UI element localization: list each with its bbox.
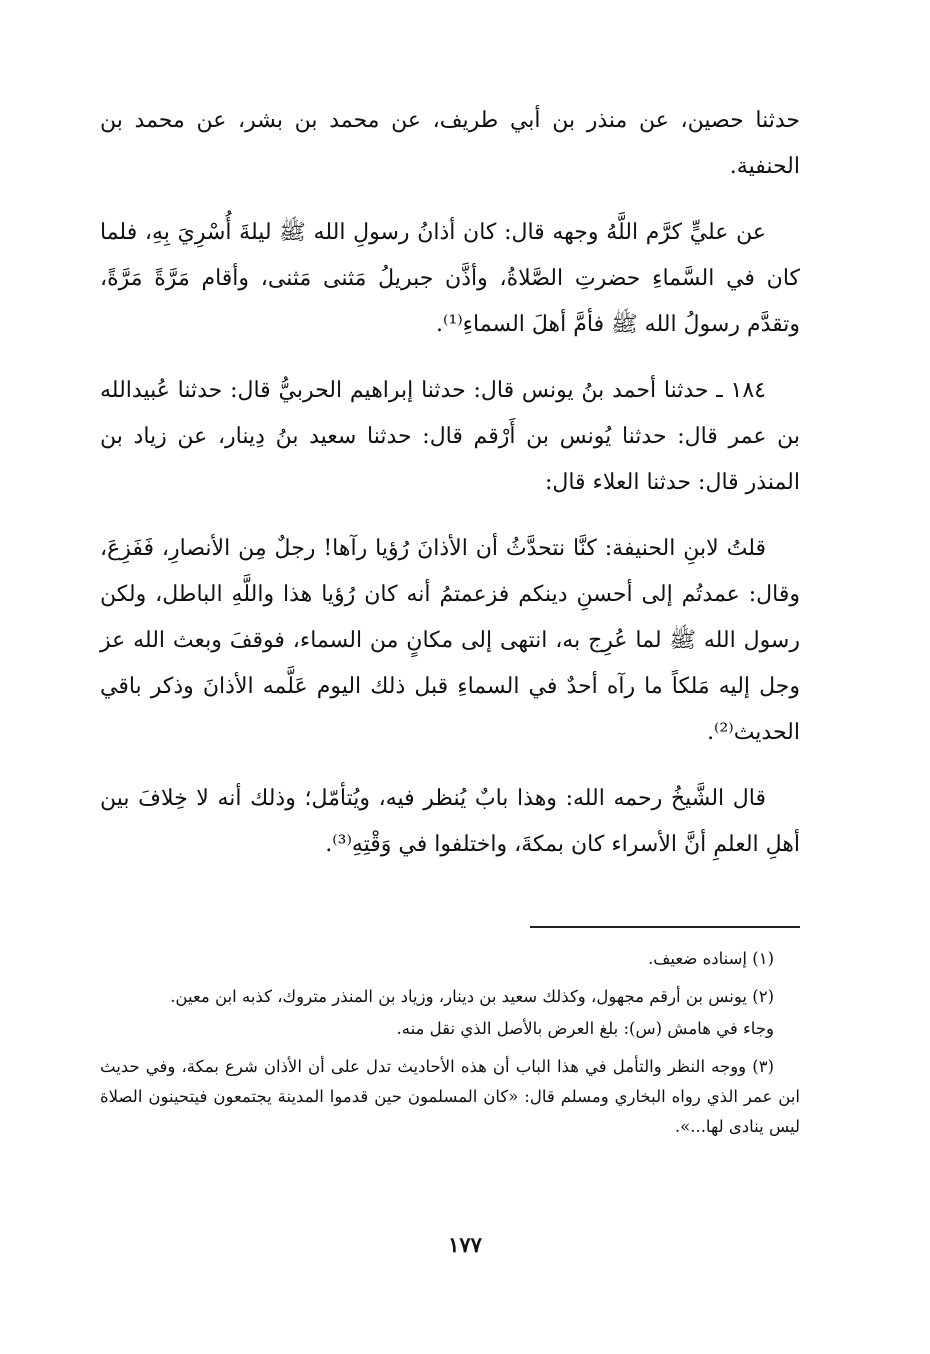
page-number: ١٧٧ <box>448 1232 482 1257</box>
footnote-2-continuation: وجاء في هامش (س): بلغ العرض بالأصل الذي نقل منه. <box>396 1019 774 1038</box>
paragraph-isnad-continuation: حدثنا حصين، عن منذر بن أبي طريف، عن محمد بن بشر، عن محمد بن الحنفية. <box>100 108 800 179</box>
paragraph-shaykh-comment: قال الشَّيخُ رحمه الله: وهذا بابٌ يُنظر فيه، ويُتأمّل؛ وذلك أنه لا خِلافَ بين أهلِ العلمِ أنَّ الأسراء كان بمكةَ، واختلفوا في وَقْتِهِ⁽³⁾. <box>100 786 800 857</box>
page-body <box>100 98 800 1136</box>
paragraph-hadith-184-isnad: ١٨٤ ـ حدثنا أحمد بنُ يونس قال: حدثنا إبراهيم الحربيُّ قال: حدثنا عُبيدالله بن عمر قال: حدثنا يُونس بن أَرْقم قال: حدثنا سعيد بنُ دِينار، عن زياد بن المنذر قال: حدثنا العلاء قال: <box>100 378 800 495</box>
footnote-divider <box>530 926 800 928</box>
footnote-1: (١) إسناده ضعيف. <box>648 949 774 968</box>
paragraph-hadith-ali: عن عليٍّ كرَّم اللَّهُ وجهه قال: كان أذانُ رسولِ الله ﷺ ليلةَ أُسْرِيَ بِهِ، فلما كان في السَّماءِ حضرتِ الصَّلاةُ، وأذَّن جبريلُ مَثنى مَثنى، وأقام مَرَّةً مَرَّةً، وتقدَّم رسولُ الله ﷺ فأمَّ أهلَ السماءِ⁽¹⁾. <box>100 220 800 337</box>
footnotes <box>100 944 800 1150</box>
footnote-3: (٣) ووجه النظر والتأمل في هذا الباب أن هذه الأحاديث تدل على أن الأذان شرع بمكة، وفي حديث ابن عمر الذي رواه البخاري ومسلم قال: «كان المسلمون حين قدموا المدينة يجتمعون فيتحينون الصلاة ليس ينادى لها...». <box>100 1057 800 1136</box>
paragraph-hadith-184-matn: قلتُ لابنِ الحنيفة: كنَّا نتحدَّثُ أن الأذانَ رُؤيا رآها! رجلٌ مِن الأنصارِ، فَفَزِعَ، وقال: عمدتُم إلى أحسنِ دينكم فزعمتمُ أنه كان رُؤيا هذا واللَّهِ الباطل، ولكن رسول الله ﷺ لما عُرِج به، انتهى إلى مكانٍ من السماء، فوقفَ وبعث الله عز وجل إليه مَلكاً ما رآه أحدٌ في السماءِ قبل ذلك اليوم عَلَّمه الأذانَ وذكر باقي الحديث⁽²⁾. <box>100 536 800 745</box>
footnote-2: (٢) يونس بن أرقم مجهول، وكذلك سعيد بن دينار، وزياد بن المنذر متروك، كذبه ابن معين. <box>170 987 774 1006</box>
